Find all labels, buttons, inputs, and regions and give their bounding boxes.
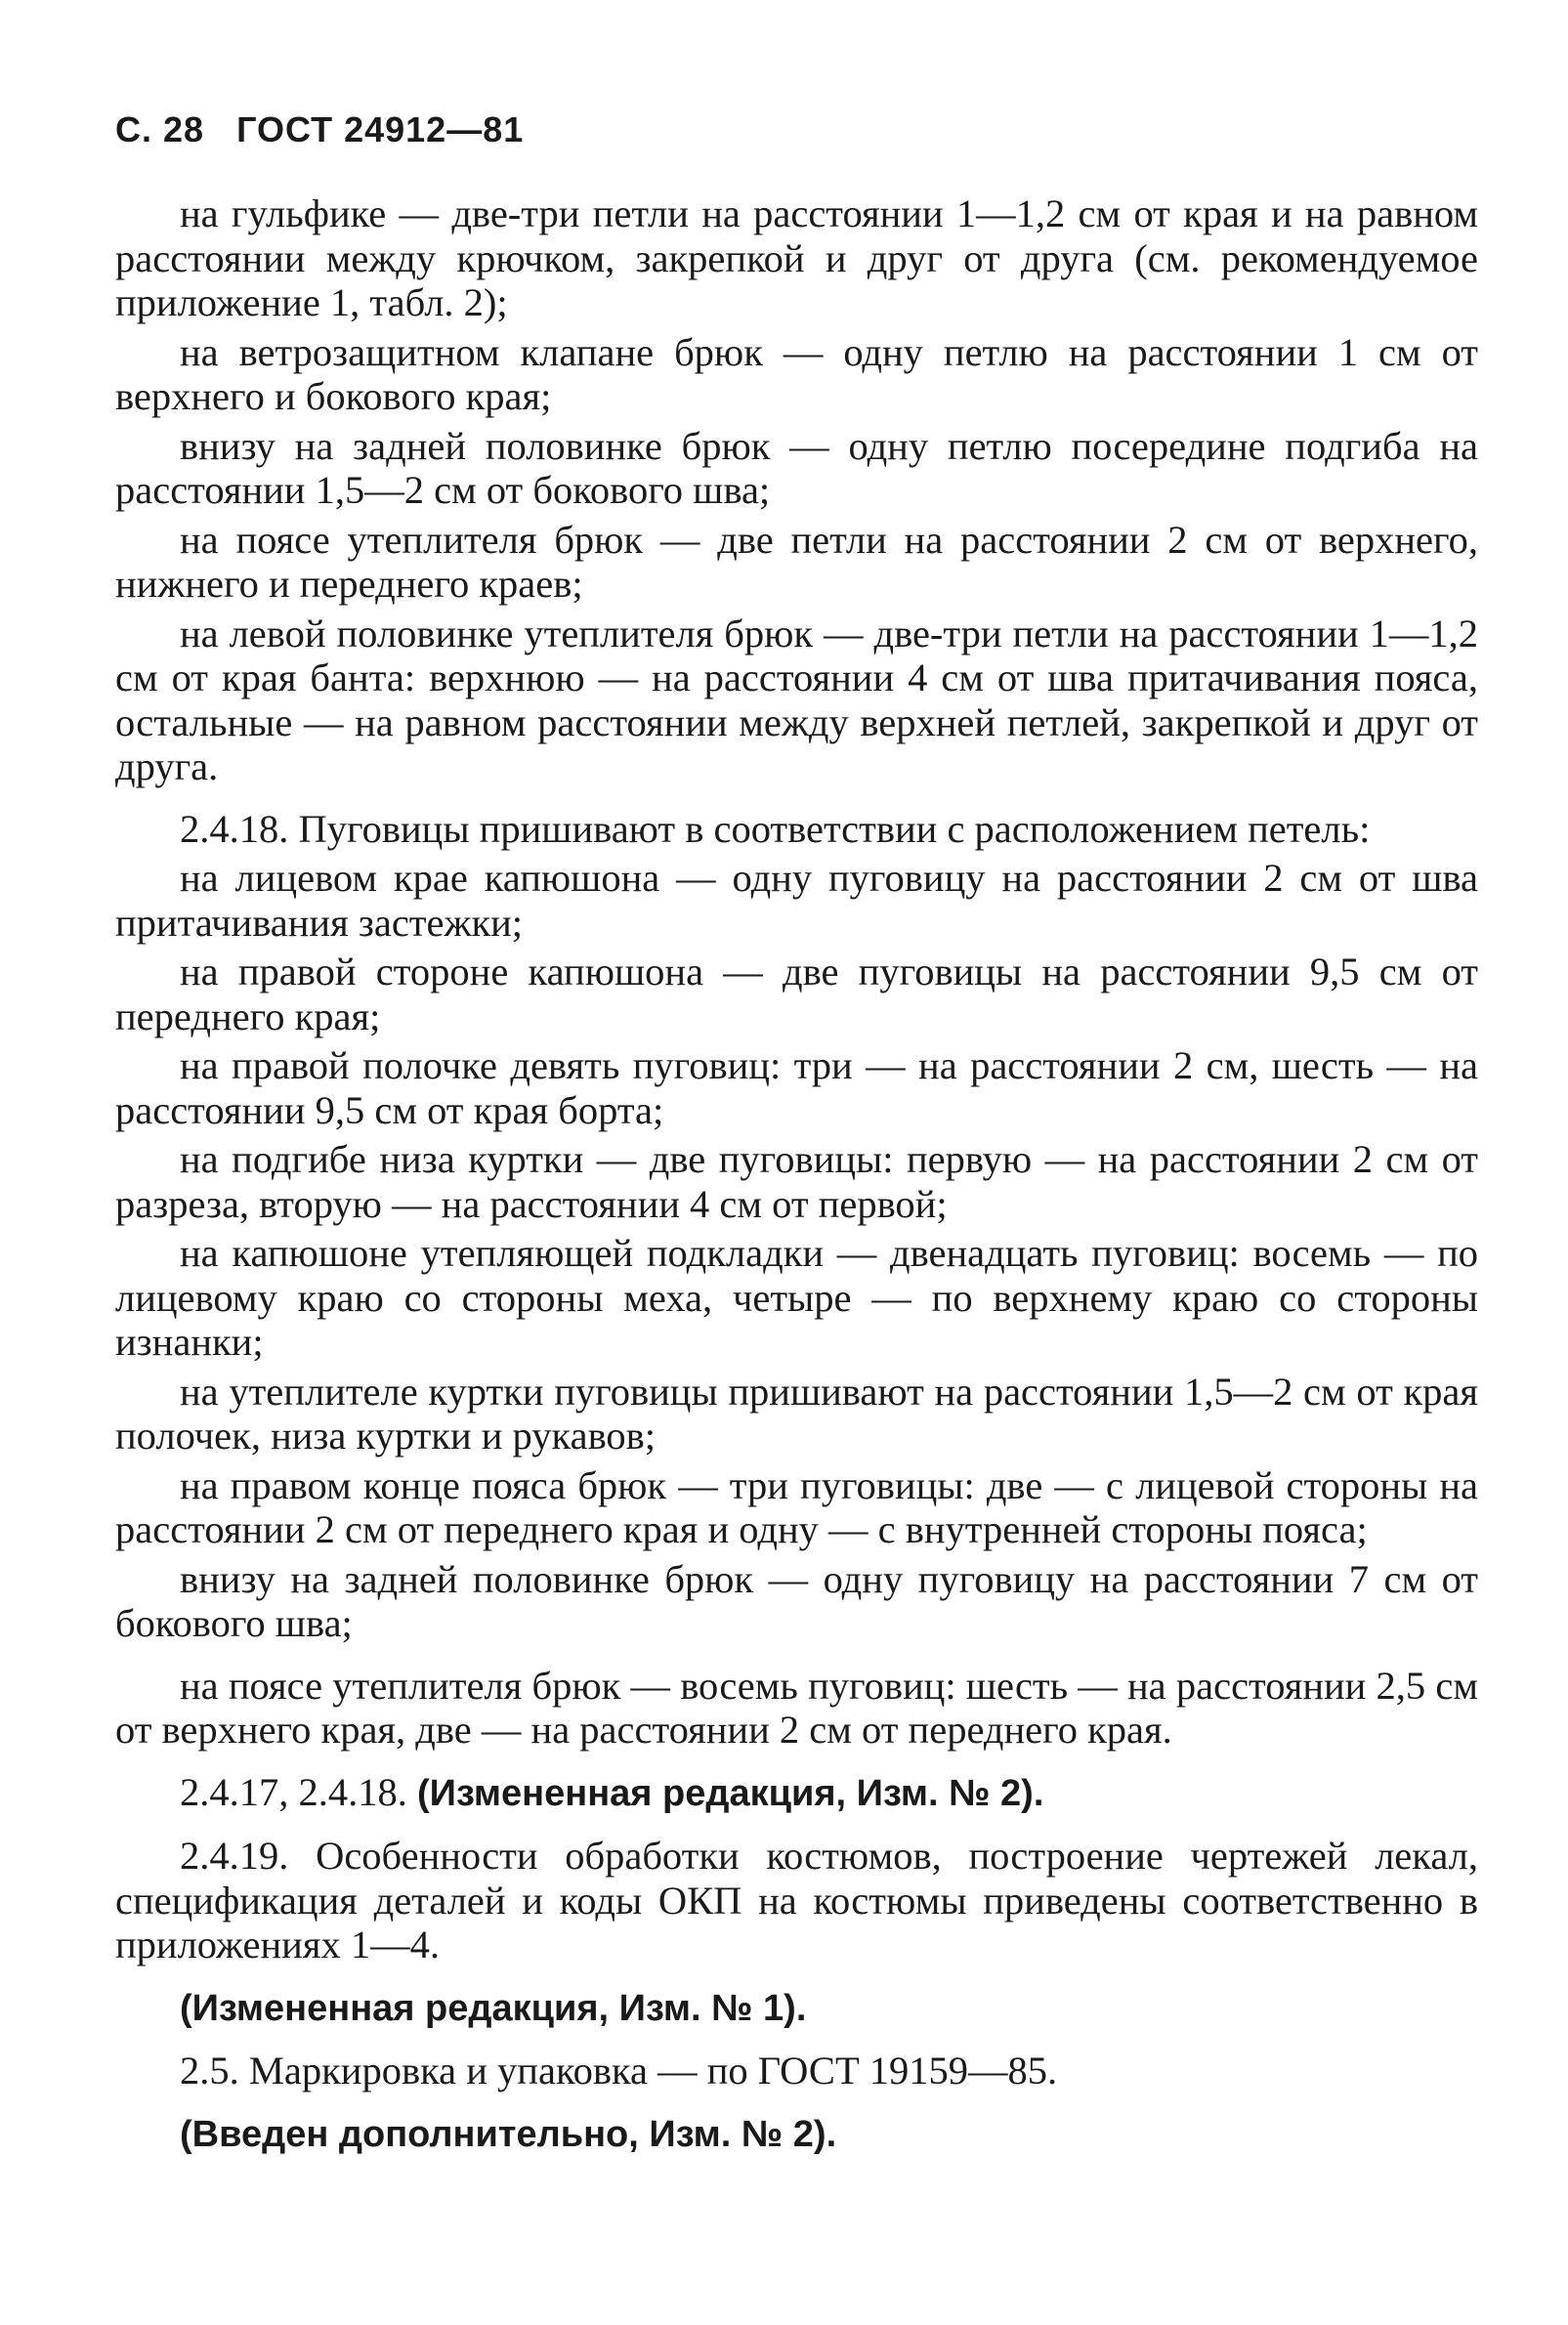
paragraph: на капюшоне утепляющей подкладки — двенадцать пуговиц: восемь — по лицевому краю со стороны меха, четыре — по верхнему краю со стороны изнанки; <box>115 1231 1478 1364</box>
clause-2-4-18: 2.4.18. Пуговицы пришивают в соответствии с расположением петель: <box>180 806 1371 851</box>
amendment-text: (Измененная редакция, Изм. № 2). <box>417 1772 1044 1814</box>
paragraph: на ветрозащитном клапане брюк — одну петлю на расстоянии 1 см от верхнего и бокового края; <box>115 329 1478 418</box>
paragraph: на правой стороне капюшона — две пуговицы на расстоянии 9,5 см от переднего края; <box>115 950 1478 1038</box>
standard-title: ГОСТ 24912—81 <box>236 109 525 149</box>
amendment-note-3 <box>115 2111 1478 2158</box>
paragraph: на подгибе низа куртки — две пуговицы: первую — на расстоянии 2 см от разреза, вторую — на расстоянии 4 см от первой; <box>115 1137 1478 1226</box>
paragraph: на правой полочке девять пуговиц: три — на расстоянии 2 см, шесть — на расстоянии 9,5 см от края борта; <box>115 1043 1478 1132</box>
paragraph: на поясе утеплителя брюк — две петли на расстоянии 2 см от верхнего, нижнего и переднего краев; <box>115 517 1478 606</box>
page-header <box>115 109 545 150</box>
body-text <box>115 191 1478 2162</box>
amendment-ref: 2.4.17, 2.4.18. <box>180 1769 407 1814</box>
clause-2-4-19: 2.4.19. Особенности обработки костюмов, построение чертежей лекал, спецификация деталей и коды ОКП на костюмы приведены соответственно в приложениях 1—4. <box>115 1834 1478 1966</box>
amendment-text: (Введен дополнительно, Изм. № 2). <box>180 2113 837 2155</box>
paragraph: на утеплителе куртки пуговицы пришивают на расстоянии 1,5—2 см от края полочек, низа куртки и рукавов; <box>115 1369 1478 1458</box>
paragraph: на лицевом крае капюшона — одну пуговицу на расстоянии 2 см от шва притачивания застежки; <box>115 856 1478 945</box>
paragraph: на правом конце пояса брюк — три пуговицы: две — с лицевой стороны на расстоянии 2 см от переднего края и одну — с внутренней стороны пояса; <box>115 1462 1478 1551</box>
page-number: С. 28 <box>115 109 205 149</box>
paragraph: на гульфике — две-три петли на расстоянии 1—1,2 см от края и на равном расстоянии между крючком, закрепкой и друг от друга (см. рекомендуемое приложение 1, табл. 2); <box>115 191 1478 324</box>
amendment-text: (Измененная редакция, Изм. № 1). <box>180 1987 807 2029</box>
amendment-note-2 <box>115 1985 1478 2032</box>
paragraph: внизу на задней половинке брюк — одну петлю посередине подгиба на расстоянии 1,5—2 см от бокового шва; <box>115 423 1478 512</box>
amendment-note-1 <box>115 1770 1478 1817</box>
paragraph: внизу на задней половинке брюк — одну пуговицу на расстоянии 7 см от бокового шва; <box>115 1556 1478 1645</box>
clause-2-5: 2.5. Маркировка и упаковка — по ГОСТ 19159—85. <box>180 2049 1058 2092</box>
paragraph: на поясе утеплителя брюк — восемь пуговиц: шесть — на расстоянии 2,5 см от верхнего края, две — на расстоянии 2 см от переднего края. <box>115 1663 1478 1752</box>
paragraph: на левой половинке утеплителя брюк — две-три петли на расстоянии 1—1,2 см от края банта: верхнюю — на расстоянии 4 см от шва притачивания пояса, остальные — на равном расстоянии между верхней петлей, закрепкой и друг от друга. <box>115 611 1478 788</box>
